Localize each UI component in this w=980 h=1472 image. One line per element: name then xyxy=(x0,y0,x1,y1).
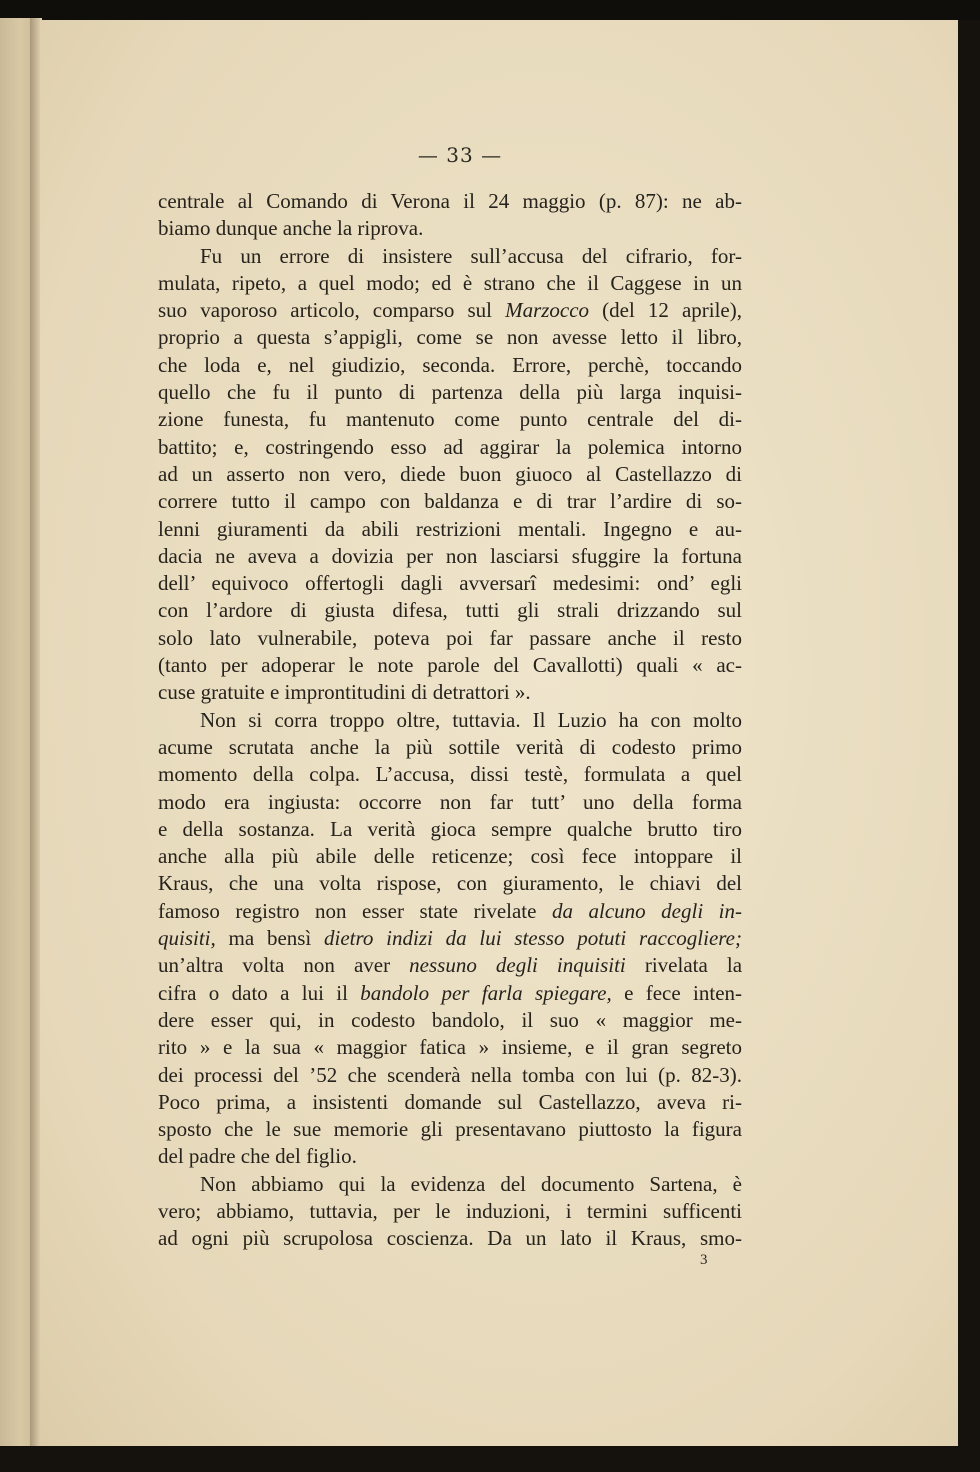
text-segment: famoso registro non esser state rivelate xyxy=(158,898,552,923)
text-line-content: proprio a questa s’appigli, come se non avesse letto il libro, xyxy=(158,325,742,350)
text-line-content: lenni giuramenti da abili restrizioni mentali. Ingegno e au- xyxy=(158,516,742,541)
text-segment: cifra o dato a lui il xyxy=(158,980,361,1005)
text-line-content: centrale al Comando di Verona il 24 maggio (p. 87): ne ab- xyxy=(158,189,742,213)
text-line xyxy=(158,297,742,324)
text-line-content: ad ogni più scrupolosa coscienza. Da un lato il Kraus, smo- xyxy=(158,1226,742,1251)
text-line-content: ad un asserto non vero, diede buon giuoco al Castellazzo di xyxy=(158,461,742,486)
text-line-content: momento della colpa. L’accusa, dissi testè, formulata a quel xyxy=(158,762,742,787)
text-line-content: acume scrutata anche la più sottile verità di codesto primo xyxy=(158,734,742,759)
text-line-content: quello che fu il punto di partenza della più larga inquisi- xyxy=(158,380,742,405)
text-line xyxy=(158,461,742,488)
text-line-content: anche alla più abile delle reticenze; così fece intoppare il xyxy=(158,844,742,869)
text-line-content: dell’ equivoco offertogli dagli avversarî medesimi: ond’ egli xyxy=(158,571,742,596)
text-line-content: vero; abbiamo, tuttavia, per le induzioni, i termini sufficenti xyxy=(158,1198,742,1223)
text-line xyxy=(158,734,742,761)
body-text xyxy=(158,188,742,1253)
text-line-content: solo lato vulnerabile, poteva poi far passare anche il resto xyxy=(158,625,742,650)
text-line-content: cuse gratuite e improntitudini di detrattori ». xyxy=(158,680,531,705)
text-segment: ma bensì xyxy=(215,926,325,951)
text-line xyxy=(158,761,742,788)
text-line xyxy=(158,324,742,351)
text-segment: e fece inten- xyxy=(611,980,743,1005)
text-line-content: biamo dunque anche la riprova. xyxy=(158,216,424,241)
text-line xyxy=(158,789,742,816)
text-line xyxy=(158,270,742,297)
scan-top-border xyxy=(0,0,980,22)
text-line-content: mulata, ripeto, a quel modo; ed è strano che il Caggese in un xyxy=(158,270,742,295)
signature-mark: 3 xyxy=(700,1252,708,1268)
text-line xyxy=(158,652,742,679)
text-line xyxy=(158,406,742,433)
text-line-content: Non abbiamo qui la evidenza del documento Sartena, è xyxy=(200,1171,742,1196)
text-line xyxy=(158,1198,742,1225)
text-line xyxy=(158,952,742,979)
italic-phrase: Marzocco xyxy=(505,298,590,323)
text-line-content: zione funesta, fu mantenuto come punto centrale del di- xyxy=(158,407,742,432)
scan-right-border xyxy=(958,20,980,1472)
text-line xyxy=(158,1089,742,1116)
text-line xyxy=(158,543,742,570)
text-line-content: correre tutto il campo con baldanza e di trar l’ardire di so- xyxy=(158,489,742,514)
text-line xyxy=(158,843,742,870)
text-line xyxy=(158,898,742,925)
scan-bottom-border xyxy=(0,1446,980,1472)
text-line-content: dere esser qui, in codesto bandolo, il suo « maggior me- xyxy=(158,1007,742,1032)
text-line-content: modo era ingiusta: occorre non far tutt’ uno della forma xyxy=(158,789,742,814)
text-line-content: del padre che del figlio. xyxy=(158,1144,357,1169)
text-segment: un’altra volta non aver xyxy=(158,953,410,978)
text-line xyxy=(158,870,742,897)
text-line xyxy=(158,679,742,706)
text-line-content: e della sostanza. La verità gioca sempre qualche brutto tiro xyxy=(158,816,742,841)
text-line xyxy=(158,707,742,734)
text-line-content: Poco prima, a insistenti domande sul Castellazzo, aveva ri- xyxy=(158,1089,742,1114)
text-line xyxy=(158,816,742,843)
text-line-content: dacia ne aveva a dovizia per non lasciarsi sfuggire la fortuna xyxy=(158,543,742,568)
text-line-content: sposto che le sue memorie gli presentavano piuttosto la figura xyxy=(158,1117,742,1142)
text-line-content: dei processi del ’52 che scenderà nella tomba con lui (p. 82-3). xyxy=(158,1062,742,1087)
text-segment: (del 12 aprile), xyxy=(589,298,742,323)
text-line xyxy=(158,434,742,461)
text-line xyxy=(158,188,742,215)
text-line xyxy=(158,1007,742,1034)
text-line-content: che loda e, nel giudizio, seconda. Errore, perchè, toccando xyxy=(158,352,742,377)
text-line xyxy=(158,488,742,515)
text-segment: rivelata la xyxy=(625,953,743,978)
text-segment: suo vaporoso articolo, comparso sul xyxy=(158,298,506,323)
text-line xyxy=(158,1171,742,1198)
text-line-content: rito » e la sua « maggior fatica » insieme, e il gran segreto xyxy=(158,1035,742,1060)
text-line xyxy=(158,1143,742,1170)
text-line xyxy=(158,352,742,379)
page-number: — 33 — xyxy=(417,143,503,167)
text-line-content: (tanto per adoperar le note parole del Cavallotti) quali « ac- xyxy=(158,653,742,678)
text-line-content: Fu un errore di insistere sull’accusa del cifrario, for- xyxy=(200,243,742,268)
text-line-content: battito; e, costringendo esso ad aggirar la polemica intorno xyxy=(158,434,742,459)
italic-phrase: da alcuno degli in- xyxy=(551,898,742,923)
text-line xyxy=(158,243,742,270)
italic-phrase: nessuno degli inquisiti xyxy=(409,953,626,978)
text-line xyxy=(158,1225,742,1252)
text-line-content: Kraus, che una volta rispose, con giuramento, le chiavi del xyxy=(158,871,742,896)
text-line xyxy=(158,1034,742,1061)
text-line-content: con l’ardore di giusta difesa, tutti gli strali drizzando sul xyxy=(158,598,742,623)
text-line xyxy=(158,980,742,1007)
italic-phrase: dietro indizi da lui stesso potuti raccogliere; xyxy=(324,926,742,951)
text-line xyxy=(158,379,742,406)
text-line xyxy=(158,516,742,543)
text-line xyxy=(158,1116,742,1143)
text-line xyxy=(158,597,742,624)
text-line xyxy=(158,625,742,652)
text-line xyxy=(158,1062,742,1089)
text-line xyxy=(158,570,742,597)
text-line xyxy=(158,215,742,242)
italic-phrase: bandolo per farla spiegare, xyxy=(360,980,612,1005)
italic-phrase: quisiti, xyxy=(158,926,216,951)
text-line-content: Non si corra troppo oltre, tuttavia. Il Luzio ha con molto xyxy=(200,707,742,732)
text-line xyxy=(158,925,742,952)
